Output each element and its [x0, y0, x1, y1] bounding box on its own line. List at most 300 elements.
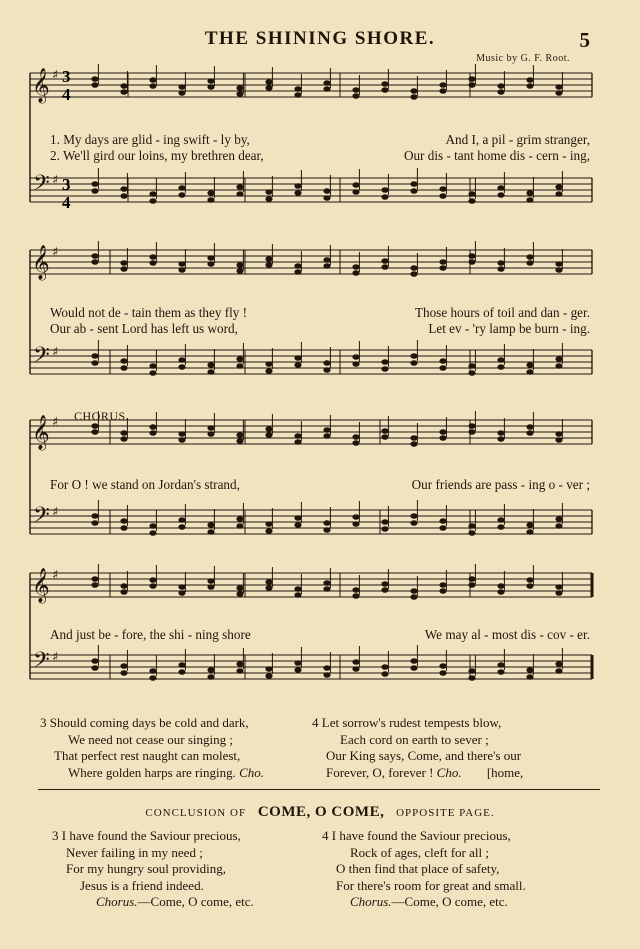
sharp-icon: ♯ [52, 68, 59, 83]
note-head [468, 191, 475, 197]
note-head [439, 670, 446, 676]
note-head [439, 259, 446, 265]
note-head [149, 430, 156, 436]
note-head [120, 436, 127, 442]
note-head [526, 577, 533, 583]
note-head [526, 667, 533, 673]
note-head [265, 196, 272, 202]
note-head [91, 658, 98, 664]
note-head [410, 88, 417, 94]
note-head [526, 369, 533, 375]
note-head [497, 583, 504, 589]
note-head [468, 363, 475, 369]
note-head [236, 262, 243, 268]
note-head [352, 354, 359, 360]
note-head [468, 675, 475, 681]
lyric-line-4 [50, 321, 590, 337]
note-head [352, 182, 359, 188]
note-head [381, 526, 388, 532]
note-head [207, 78, 214, 84]
lyric-line-5 [50, 477, 590, 493]
note-head [323, 367, 330, 373]
note-head [323, 360, 330, 366]
time-signature-bottom: 4 [62, 85, 71, 104]
note-head [526, 260, 533, 266]
note-head [120, 89, 127, 95]
note-head [91, 513, 98, 519]
note-head [468, 198, 475, 204]
verse-line: For my hungry soul providing, [66, 861, 226, 876]
note-head [439, 358, 446, 364]
note-head [410, 271, 417, 277]
note-head [294, 183, 301, 189]
note-head [149, 577, 156, 583]
note-head [236, 85, 243, 91]
lyric-line-1 [50, 132, 590, 148]
note-head [410, 94, 417, 100]
note-head [294, 522, 301, 528]
verse-line: Never failing in my need ; [66, 844, 203, 860]
note-head [468, 523, 475, 529]
note-head [497, 517, 504, 523]
note-head [178, 669, 185, 675]
verse-3 [40, 715, 310, 781]
note-head [120, 583, 127, 589]
note-head [352, 270, 359, 276]
note-head [236, 591, 243, 597]
note-head [497, 589, 504, 595]
note-head [91, 253, 98, 259]
lyric-segment: Let ev - 'ry lamp be burn - ing. [428, 321, 590, 336]
note-head [352, 434, 359, 440]
note-head [468, 76, 475, 82]
note-head [91, 188, 98, 194]
note-head [120, 365, 127, 371]
verse-overflow: [home, [486, 764, 524, 780]
verse-number: 3 [40, 715, 47, 730]
verse-number: 4 [322, 828, 329, 843]
note-head [555, 661, 562, 667]
note-head [207, 261, 214, 267]
lyric-segment: Those hours of toil and dan - ger. [414, 305, 590, 320]
note-head [149, 77, 156, 83]
note-head [555, 431, 562, 437]
note-head [352, 264, 359, 270]
note-head [178, 261, 185, 267]
note-head [555, 261, 562, 267]
note-head [526, 362, 533, 368]
note-head [497, 260, 504, 266]
note-head [468, 370, 475, 376]
note-head [265, 579, 272, 585]
verse-number: 3 [52, 828, 59, 843]
note-head [381, 366, 388, 372]
note-head [265, 256, 272, 262]
note-head [555, 90, 562, 96]
sharp-icon: ♯ [52, 415, 59, 430]
note-head [149, 191, 156, 197]
note-head [352, 521, 359, 527]
note-head [352, 87, 359, 93]
verse-number: 4 [312, 715, 319, 730]
note-head [120, 260, 127, 266]
note-head [91, 259, 98, 265]
note-head [468, 576, 475, 582]
note-head [497, 83, 504, 89]
note-head [439, 186, 446, 192]
note-head [149, 675, 156, 681]
note-head [323, 86, 330, 92]
verse-4 [312, 715, 602, 781]
note-head [323, 427, 330, 433]
note-head [236, 268, 243, 274]
note-head [468, 668, 475, 674]
verse-line: Where golden harps are ringing. [68, 764, 236, 780]
note-head [265, 368, 272, 374]
note-head [178, 357, 185, 363]
note-head [236, 516, 243, 522]
note-head [265, 432, 272, 438]
note-head [294, 592, 301, 598]
note-head [323, 665, 330, 671]
bass-clef-icon: 𝄢 [33, 343, 50, 373]
note-head [323, 520, 330, 526]
note-head [236, 585, 243, 591]
note-head [265, 521, 272, 527]
note-head [526, 83, 533, 89]
note-head [468, 253, 475, 259]
note-head [120, 186, 127, 192]
note-head [294, 190, 301, 196]
note-head [381, 359, 388, 365]
verse-line: Should coming days be cold and dark, [49, 715, 249, 730]
note-head [468, 429, 475, 435]
note-head [91, 76, 98, 82]
verse-line: For there's room for great and small. [336, 877, 526, 893]
note-head [381, 519, 388, 525]
sharp-icon: ♯ [52, 245, 59, 260]
note-head [236, 432, 243, 438]
note-head [352, 514, 359, 520]
note-head [555, 191, 562, 197]
note-head [526, 197, 533, 203]
note-head [381, 587, 388, 593]
note-head [381, 434, 388, 440]
note-head [323, 263, 330, 269]
note-head [265, 585, 272, 591]
time-signature-bottom: 4 [62, 193, 71, 212]
note-head [526, 529, 533, 535]
note-head [555, 437, 562, 443]
note-head [526, 522, 533, 528]
note-head [178, 584, 185, 590]
note-head [236, 523, 243, 529]
lyric-segment: Would not de - tain them as they fly ! [50, 305, 248, 320]
note-head [439, 518, 446, 524]
note-head [526, 430, 533, 436]
verse-line: Each cord on earth to sever ; [340, 731, 489, 747]
note-head [91, 520, 98, 526]
note-head [555, 590, 562, 596]
note-head [439, 588, 446, 594]
note-head [149, 523, 156, 529]
note-head [120, 663, 127, 669]
composer-credit: Music by G. F. Root. [476, 53, 570, 64]
note-head [120, 358, 127, 364]
note-head [265, 361, 272, 367]
note-head [555, 668, 562, 674]
note-head [497, 662, 504, 668]
note-head [410, 441, 417, 447]
verse-line: I have found the Saviour precious, [61, 828, 241, 843]
note-head [149, 363, 156, 369]
note-head [381, 671, 388, 677]
note-head [294, 667, 301, 673]
verse-line: Our King says, Come, and there's our [326, 748, 522, 763]
lyric-segment: And I, a pil - grim stranger, [445, 132, 590, 147]
verse-line: O then find that place of safety, [336, 861, 500, 876]
note-head [149, 254, 156, 260]
note-head [323, 80, 330, 86]
note-head [381, 81, 388, 87]
note-head [294, 660, 301, 666]
note-head [497, 669, 504, 675]
treble-clef-icon: 𝄞 [32, 568, 50, 603]
sharp-icon: ♯ [52, 568, 59, 583]
note-head [265, 79, 272, 85]
note-head [294, 92, 301, 98]
note-head [236, 91, 243, 97]
note-head [91, 582, 98, 588]
note-head [178, 192, 185, 198]
note-head [294, 263, 301, 269]
note-head [555, 267, 562, 273]
conclusion-title: COME, O COME, [257, 804, 385, 820]
note-head [323, 188, 330, 194]
note-head [352, 93, 359, 99]
note-head [236, 661, 243, 667]
note-head [323, 586, 330, 592]
lyric-segment: Our ab - sent Lord has left us word, [50, 321, 238, 336]
note-head [352, 659, 359, 665]
page-number: 5 [579, 28, 590, 52]
note-head [439, 265, 446, 271]
lyric-segment: We may al - most dis - cov - er. [424, 627, 590, 642]
section-divider [38, 789, 600, 790]
note-head [410, 665, 417, 671]
note-head [236, 184, 243, 190]
note-head [323, 527, 330, 533]
note-head [91, 353, 98, 359]
note-head [555, 184, 562, 190]
note-head [526, 190, 533, 196]
note-head [555, 523, 562, 529]
note-head [265, 85, 272, 91]
note-head [207, 667, 214, 673]
note-head [526, 254, 533, 260]
note-head [381, 264, 388, 270]
hymn-title: THE SHINING SHORE. [204, 28, 436, 49]
note-head [207, 578, 214, 584]
note-head [497, 357, 504, 363]
note-head [381, 428, 388, 434]
note-head [294, 439, 301, 445]
note-head [381, 187, 388, 193]
note-head [207, 84, 214, 90]
note-head [497, 192, 504, 198]
note-head [439, 365, 446, 371]
note-head [410, 265, 417, 271]
note-head [381, 664, 388, 670]
lyric-line-6 [50, 627, 590, 643]
note-head [265, 189, 272, 195]
note-head [439, 193, 446, 199]
note-head [410, 188, 417, 194]
note-head [120, 83, 127, 89]
lyric-segment: Our friends are pass - ing o - ver ; [411, 477, 590, 492]
verse-line: Forever, O, forever ! [326, 764, 434, 780]
note-head [381, 194, 388, 200]
note-head [468, 259, 475, 265]
lyric-segment: 2. We'll gird our loins, my brethren dear, [50, 148, 264, 163]
chorus-text: —Come, O come, etc. [391, 894, 508, 909]
note-head [439, 88, 446, 94]
note-head [236, 668, 243, 674]
note-head [468, 82, 475, 88]
note-head [410, 353, 417, 359]
note-head [555, 516, 562, 522]
note-head [497, 266, 504, 272]
note-head [91, 576, 98, 582]
note-head [149, 583, 156, 589]
chorus-cue: Cho. [436, 764, 462, 780]
note-head [207, 190, 214, 196]
note-head [468, 582, 475, 588]
note-head [149, 370, 156, 376]
verse-line: We need not cease our singing ; [68, 731, 234, 747]
note-head [236, 438, 243, 444]
sharp-icon: ♯ [52, 650, 59, 665]
chorus-text: —Come, O come, etc. [137, 894, 254, 909]
sharp-icon: ♯ [52, 505, 59, 520]
note-head [120, 518, 127, 524]
note-head [207, 522, 214, 528]
note-head [236, 356, 243, 362]
bass-clef-icon: 𝄢 [33, 503, 50, 533]
sharp-icon: ♯ [52, 173, 59, 188]
note-head [91, 429, 98, 435]
note-head [323, 433, 330, 439]
note-head [91, 665, 98, 671]
verse-line: That perfect rest naught can molest, [54, 748, 241, 763]
note-head [265, 666, 272, 672]
note-head [323, 195, 330, 201]
sharp-icon: ♯ [52, 345, 59, 360]
note-head [497, 89, 504, 95]
note-head [555, 84, 562, 90]
note-head [265, 426, 272, 432]
conclusion-verse-3 [52, 828, 312, 911]
note-head [352, 440, 359, 446]
time-signature-top: 3 [62, 67, 71, 86]
note-head [294, 515, 301, 521]
lyric-line-2 [50, 148, 590, 164]
note-head [439, 435, 446, 441]
note-head [149, 260, 156, 266]
note-head [497, 364, 504, 370]
note-head [323, 672, 330, 678]
note-head [294, 433, 301, 439]
note-head [91, 82, 98, 88]
note-head [294, 362, 301, 368]
note-head [439, 82, 446, 88]
note-head [497, 524, 504, 530]
note-head [178, 590, 185, 596]
note-head [352, 666, 359, 672]
note-head [526, 583, 533, 589]
note-head [526, 674, 533, 680]
lyric-line-3 [50, 305, 590, 321]
note-head [468, 530, 475, 536]
note-head [323, 580, 330, 586]
note-head [410, 360, 417, 366]
note-head [410, 513, 417, 519]
bass-clef-icon: 𝄢 [33, 648, 50, 678]
lyric-segment: Our dis - tant home dis - cern - ing, [403, 148, 590, 163]
time-signature-top: 3 [62, 175, 71, 194]
note-head [178, 662, 185, 668]
note-head [352, 189, 359, 195]
note-head [265, 262, 272, 268]
note-head [555, 584, 562, 590]
note-head [265, 673, 272, 679]
lyric-segment: 1. My days are glid - ing swift - ly by, [50, 132, 250, 147]
note-head [149, 424, 156, 430]
bass-clef-icon: 𝄢 [33, 171, 50, 201]
verse-line: Rock of ages, cleft for all ; [350, 844, 489, 860]
note-head [207, 431, 214, 437]
note-head [207, 584, 214, 590]
note-head [120, 670, 127, 676]
note-head [178, 431, 185, 437]
note-head [207, 362, 214, 368]
note-head [178, 90, 185, 96]
note-head [381, 581, 388, 587]
treble-clef-icon: 𝄞 [32, 245, 50, 280]
note-head [236, 191, 243, 197]
note-head [439, 663, 446, 669]
conclusion-suffix: OPPOSITE PAGE. [396, 807, 495, 819]
note-head [207, 255, 214, 261]
conclusion-prefix: CONCLUSION OF [145, 807, 247, 819]
note-head [120, 193, 127, 199]
note-head [497, 436, 504, 442]
verse-line: Let sorrow's rudest tempests blow, [321, 715, 502, 730]
note-head [294, 586, 301, 592]
note-head [120, 525, 127, 531]
note-head [410, 594, 417, 600]
note-head [149, 668, 156, 674]
note-head [555, 363, 562, 369]
treble-clef-icon: 𝄞 [32, 68, 50, 103]
note-head [207, 674, 214, 680]
note-head [91, 423, 98, 429]
note-head [526, 77, 533, 83]
note-head [178, 84, 185, 90]
verse-line: Jesus is a friend indeed. [80, 877, 204, 893]
note-head [323, 257, 330, 263]
note-head [149, 530, 156, 536]
